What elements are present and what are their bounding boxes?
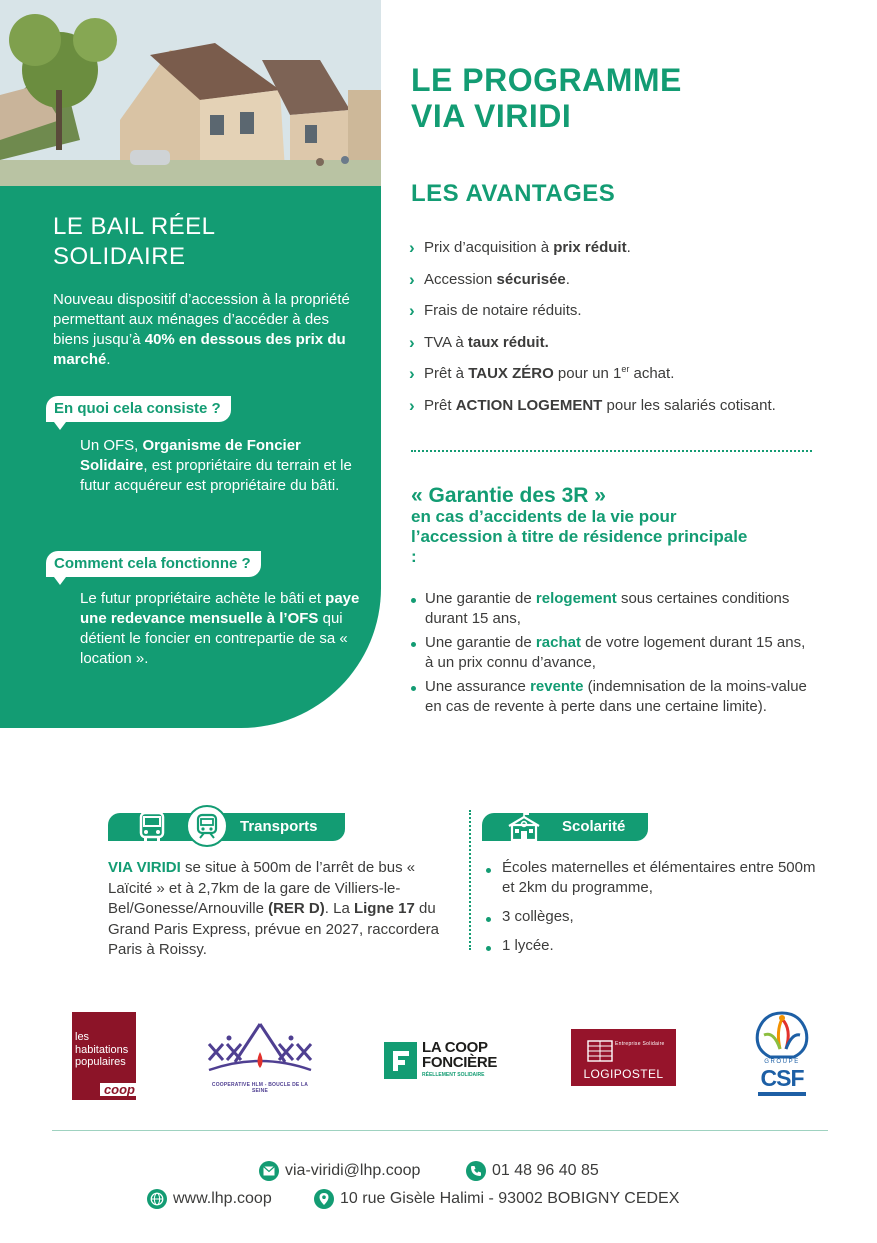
globe-icon	[147, 1189, 167, 1209]
email-text[interactable]: via-viridi@lhp.coop	[285, 1162, 421, 1179]
panel-title: LE BAIL RÉEL SOLIDAIRE	[53, 213, 215, 270]
school-list	[486, 858, 816, 965]
guarantee-text: Une garantie de	[425, 634, 536, 651]
answer2-post: qui détient le foncier en contrepartie de sa « location ».	[80, 610, 348, 667]
footer-divider	[52, 1130, 828, 1131]
advantages-title: LES AVANTAGES	[411, 180, 616, 207]
transports-text-1: se situe à 500m de l’arrêt de bus « Laïcité » et à 2,7km de la gare de Villiers-le-Bel/Gonesse/Arnouville	[108, 859, 416, 917]
logo-coop-fonciere	[384, 1040, 504, 1082]
bail-reel-solidaire-panel	[0, 186, 381, 728]
panel-intro	[53, 290, 353, 370]
lhp-coop: coop	[100, 1083, 136, 1096]
guarantee-item	[411, 633, 811, 673]
transports-label: Transports	[240, 818, 318, 835]
guarantee-highlight: relogement	[535, 590, 617, 607]
csf-groupe: GROUPE	[764, 1059, 800, 1065]
phone-text[interactable]: 01 48 96 40 85	[492, 1162, 599, 1179]
intro-text: Nouveau dispositif d’accession à la propriété permettant aux ménages d’accéder à des biens jusqu’à	[53, 291, 350, 348]
question-tag-1: En quoi cela consiste ?	[46, 396, 231, 422]
chevron-right-icon: ›	[409, 364, 415, 384]
answer2-bold: paye une redevance mensuelle à l’OFS	[80, 590, 360, 627]
tram-icon	[186, 805, 228, 847]
logo-habitations-populaires	[72, 1012, 136, 1100]
guarantee-text-end: de votre logement durant 15 ans, à un prix connu d’avance,	[425, 634, 806, 671]
guarantee-subtitle: en cas d’accidents de la vie pour l’accession à titre de résidence principale :	[411, 507, 748, 566]
answer2-pre: Le futur propriétaire achète le bâti et	[80, 590, 326, 607]
guarantee-text-end: sous certaines conditions durant 15 ans,	[425, 590, 790, 627]
contact-website[interactable]	[147, 1188, 272, 1210]
answer1-pre: Un OFS,	[80, 437, 143, 454]
logo-cooperative-hlm	[205, 1022, 315, 1094]
guarantee-list	[411, 589, 811, 721]
hlm-caption: COOPERATIVE HLM - BOUCLE DE LA SEINE	[211, 1082, 309, 1094]
advantage-end: .	[565, 270, 570, 288]
contact-phone[interactable]	[466, 1160, 599, 1182]
school-icon	[504, 807, 544, 847]
transports-text-2: . La	[324, 900, 354, 917]
intro-end: .	[106, 351, 111, 368]
guarantee-highlight: revente	[530, 678, 584, 695]
advantages-list	[409, 236, 776, 426]
guarantee-highlight: rachat	[535, 634, 581, 651]
advantage-text: Accession	[424, 270, 497, 288]
coopf-tagline: RÉELLEMENT SOLIDAIRE	[422, 1072, 485, 1078]
advantage-item	[409, 331, 776, 363]
advantage-text: TVA à	[424, 333, 468, 351]
chevron-right-icon: ›	[409, 269, 415, 289]
school-item: 3 collèges,	[486, 907, 816, 927]
bus-icon	[132, 807, 172, 847]
school-label: Scolarité	[562, 818, 626, 835]
guarantee-text: Une assurance	[425, 678, 531, 695]
transports-ligne: Ligne 17	[353, 900, 415, 917]
answer-text-2	[80, 589, 370, 669]
logo-groupe-csf	[752, 1009, 812, 1097]
advantage-item	[409, 394, 776, 426]
advantage-end2: achat.	[629, 365, 675, 383]
guarantee-item	[411, 677, 811, 717]
logipostel-name: LOGIPOSTEL	[583, 1067, 664, 1081]
advantage-end: pour les salariés cotisant.	[602, 396, 776, 414]
coopf-name: LA COOP FONCIÈRE	[422, 1039, 498, 1071]
advantage-bold: taux réduit.	[467, 333, 549, 351]
transports-text	[108, 858, 448, 961]
building-icon	[585, 1037, 615, 1063]
contact-address	[314, 1188, 679, 1210]
csf-emblem-icon	[752, 1009, 812, 1059]
guarantee-item	[411, 589, 811, 629]
programme-title	[411, 62, 682, 134]
houses-illustration	[0, 0, 381, 186]
advantage-item	[409, 362, 776, 394]
advantage-item	[409, 299, 776, 331]
programme-title-line1: LE PROGRAMME	[411, 62, 682, 98]
advantage-sup: er	[621, 364, 630, 375]
school-item: 1 lycée.	[486, 936, 816, 956]
advantage-end: pour un 1	[553, 365, 622, 383]
email-icon	[259, 1161, 279, 1181]
advantage-item	[409, 268, 776, 300]
coop-fonciere-mark-icon	[384, 1042, 417, 1079]
logo-logipostel	[571, 1029, 676, 1086]
transports-programme: VIA VIRIDI	[108, 859, 181, 876]
address-text: 10 rue Gisèle Halimi - 93002 BOBIGNY CEDEX	[340, 1190, 680, 1207]
guarantee-text-end: (indemnisation de la moins-value en cas de revente à perte dans une certaine limite).	[425, 678, 807, 715]
lhp-line-2: habitations	[75, 1043, 129, 1056]
lhp-line-1: les	[75, 1031, 90, 1043]
advantage-text: Prêt	[424, 396, 456, 414]
school-item: Écoles maternelles et élémentaires entre 500m et 2km du programme,	[486, 858, 816, 898]
guarantee-title: « Garantie des 3R »	[411, 484, 606, 507]
chevron-right-icon: ›	[409, 301, 415, 321]
answer1-post: , est propriétaire du terrain et le futur acquéreur est propriétaire du bâti.	[80, 457, 352, 494]
csf-name: CSF	[760, 1065, 804, 1091]
hero-photo	[0, 0, 381, 186]
guarantee-text: Une garantie de	[425, 590, 536, 607]
advantage-text: Frais de notaire réduits.	[424, 302, 582, 320]
dotted-divider	[411, 450, 812, 452]
intro-highlight: 40% en dessous des prix du marché	[53, 331, 346, 368]
chevron-right-icon: ›	[409, 238, 415, 257]
csf-base-bar	[758, 1092, 806, 1096]
contact-email[interactable]	[259, 1160, 420, 1182]
advantage-item	[409, 236, 776, 268]
lhp-line-3: populaires	[75, 1056, 126, 1068]
transports-header	[108, 813, 345, 841]
answer-text-1	[80, 436, 370, 496]
advantage-bold: sécurisée	[496, 270, 566, 288]
answer1-bold: Organisme de Foncier Solidaire	[80, 437, 301, 474]
logipostel-tagline: Entreprise Solidaire	[615, 1041, 665, 1047]
advantage-text: Prêt à	[424, 365, 469, 383]
advantage-bold: prix réduit	[553, 239, 627, 256]
advantage-end: .	[626, 239, 631, 256]
website-text[interactable]: www.lhp.coop	[173, 1190, 272, 1207]
location-icon	[314, 1189, 334, 1209]
transports-text-3: du Grand Paris Express, prévue en 2027, raccordera Paris à Roissy.	[108, 900, 440, 958]
chevron-right-icon: ›	[409, 395, 415, 415]
question-tag-2: Comment cela fonctionne ?	[46, 551, 261, 577]
advantage-bold: ACTION LOGEMENT	[455, 396, 603, 414]
programme-title-line2: VIA VIRIDI	[411, 98, 572, 134]
vertical-divider	[469, 810, 471, 950]
advantage-bold: TAUX ZÉRO	[468, 365, 554, 383]
advantage-text: Prix d’acquisition à	[424, 239, 554, 256]
chevron-right-icon: ›	[409, 332, 415, 352]
hlm-mark-icon	[205, 1022, 315, 1084]
transports-rer: (RER D)	[268, 900, 325, 917]
phone-icon	[466, 1161, 486, 1181]
school-header	[482, 813, 648, 841]
